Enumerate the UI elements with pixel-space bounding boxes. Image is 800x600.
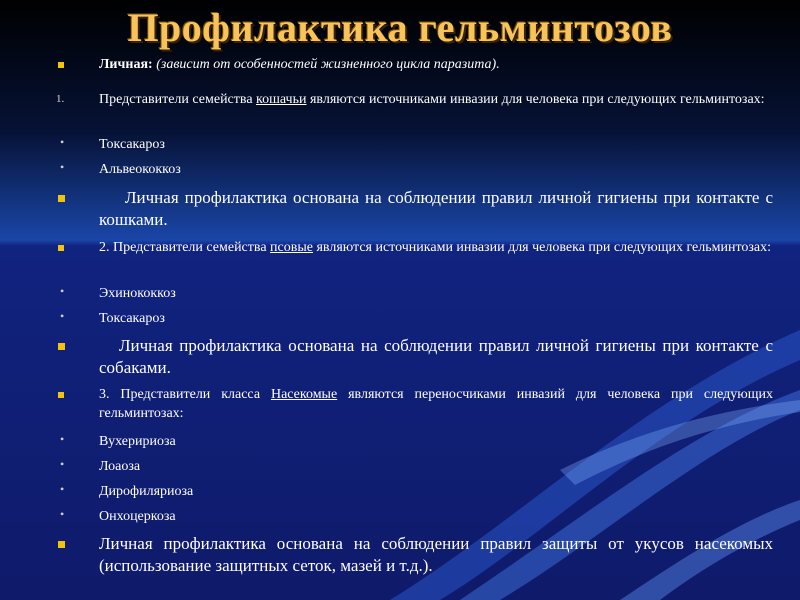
bullet-square bbox=[58, 187, 65, 207]
insects-text-after: являются переносчиками инвазий для человека при следующих гельминтозах: bbox=[99, 387, 773, 421]
slide-title: Профилактика гельминтозов bbox=[127, 5, 673, 50]
dogs-text-before: 2. Представители семейства bbox=[99, 240, 271, 255]
bullet-square bbox=[58, 533, 65, 553]
disease-name: Онхоцеркоза bbox=[99, 509, 176, 524]
bullet-dot: • bbox=[60, 482, 65, 496]
disease-name: Эхинококкоз bbox=[99, 286, 176, 301]
bullet-dot: • bbox=[60, 284, 65, 298]
cats-text-before: Представители семейства bbox=[99, 92, 257, 107]
bullet-dot: • bbox=[60, 309, 65, 323]
bullet-dot: • bbox=[60, 507, 65, 521]
dogs-prophylaxis-text: Личная профилактика основана на соблюдении правил личной гигиены при контакте с собаками. bbox=[99, 336, 773, 377]
cats-keyword: кошачьи bbox=[256, 92, 307, 107]
disease-name: Дирофиляриоза bbox=[99, 484, 194, 499]
disease-name: Вухеририоза bbox=[99, 434, 176, 449]
dogs-text-after: являются источниками инвазии для человека при следующих гельминтозах: bbox=[312, 240, 772, 255]
disease-name: Альвеококкоз bbox=[99, 162, 181, 177]
disease-name: Токсакароз bbox=[99, 137, 165, 152]
bullet-dot: • bbox=[60, 135, 65, 149]
insects-text-before: 3. Представители класса bbox=[99, 387, 271, 402]
bullet-square bbox=[58, 385, 64, 403]
personal-note: (зависит от особенностей жизненного цикла паразита). bbox=[152, 57, 500, 72]
bullet-square bbox=[58, 55, 64, 73]
insects-keyword: Насекомые bbox=[270, 387, 338, 402]
bullet-square bbox=[58, 238, 64, 256]
insects-prophylaxis-text: Личная профилактика основана на соблюдении правил защиты от укусов насекомых (использование защитных сеток, мазей и т.д.). bbox=[99, 534, 773, 575]
bullet-dot: • bbox=[60, 160, 65, 174]
cats-prophylaxis-text: Личная профилактика основана на соблюдении правил личной гигиены при контакте с кошками. bbox=[99, 188, 773, 229]
list-number: 1. bbox=[56, 93, 65, 105]
bullet-square bbox=[58, 335, 65, 355]
disease-name: Лоаоза bbox=[99, 459, 141, 474]
bullet-dot: • bbox=[60, 457, 65, 471]
cats-text-after: являются источниками инвазии для человека при следующих гельминтозах: bbox=[306, 92, 765, 107]
bullet-dot: • bbox=[60, 432, 65, 446]
dogs-keyword: псовые bbox=[270, 240, 313, 255]
disease-name: Токсакароз bbox=[99, 311, 165, 326]
personal-label: Личная: bbox=[99, 57, 153, 72]
